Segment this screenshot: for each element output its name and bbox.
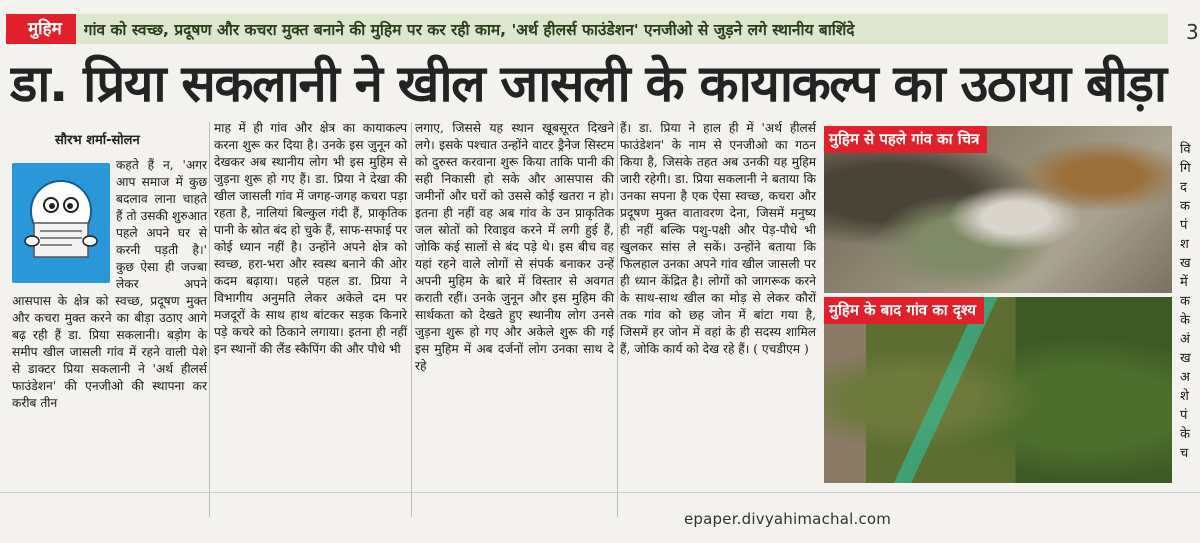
article-column-1 — [12, 157, 207, 412]
column-2-text: माह में ही गांव और क्षेत्र का कायाकल्प करना शुरू कर दिया है। उनके इस जुनून को देखकर अब स्थानीय लोग भी इस मुहिम से जुड़ना शुरू हो गए हैं। डा. प्रिया ने देखा की खील जासली गांव में जगह-जगह कचरा पड़ा रहता है, नालियां बिल्कुल गंदी हैं, प्राकृतिक पानी के स्रोत बंद हो चुके हैं, साफ-सफाई पर कोई ध्यान नहीं है। उन्होंने अपने क्षेत्र को स्वच्छ, हरा-भरा और स्वस्थ बनाने की ओर कदम बढ़ाया। पहले पहल डा. प्रिया ने विभागीय अनुमति लेकर अकेले दम पर मजदूरों के साथ हाथ बांटकर सड़क किनारे पड़े कचरे को ठिकाने लगाया। इतना ही नहीं इन स्थानों की लैंड स्कैपिंग की और पौधे भी — [214, 121, 407, 356]
before-photo — [824, 126, 1172, 293]
newspaper-reader-cartoon-icon — [12, 163, 110, 283]
byline: सौरभ शर्मा-सोलन — [55, 133, 140, 148]
after-photo-caption: मुहिम के बाद गांव का दृश्य — [824, 297, 984, 324]
kicker-text: गांव को स्वच्छ, प्रदूषण और कचरा मुक्त बनाने की मुहिम पर कर रही काम, 'अर्थ हीलर्स फाउंडेशन' एनजीओ से जुड़ने लगे स्थानीय बाशिंदे — [83, 21, 855, 39]
article-column-3 — [415, 120, 614, 375]
column-4-text: हैं। डा. प्रिया ने हाल ही में 'अर्थ हीलर्स फाउंडेशन' के नाम से एनजीओ का गठन किया है, जिसके तहत अब उनकी यह मुहिम जारी रहेगी। डा. प्रिया सकलानी ने बताया कि उनका सपना है एक ऐसा स्वच्छ, कचरा और प्रदूषण मुक्त वातावरण देना, जिसमें मनुष्य ही नहीं बल्कि पशु-पक्षी और पेड़-पौधे भी खुलकर सांस ले सकें। उन्होंने बताया कि फिलहाल उनका अपने गांव खील जासली पर ही ध्यान केंद्रित है। लोगों को जागरूक करने के साथ-साथ खील का मोड़ से लेकर कौरों तक गांव को छह जोन में बांटा गया है, जिसमें हर जोन में वहां के ही सदस्य शामिल हैं, जोकि कार्य को देख रहे हैं। ( एचडीएम ) — [620, 121, 816, 356]
bottom-divider — [0, 492, 1200, 493]
column-divider — [209, 122, 210, 517]
column-divider — [411, 122, 412, 517]
adjacent-article-fragment: वि गि द क पं श ख में क के अं ख अ शे पं के च — [1180, 142, 1191, 461]
article-column-2 — [214, 120, 407, 358]
column-divider — [617, 122, 618, 517]
footer-url: epaper.divyahimachal.com — [684, 510, 892, 528]
column-1-text: कहते हैं न, 'अगर आप समाज में कुछ बदलाव लाना चाहते हैं तो उसकी शुरुआत पहले अपने घर से करनी पड़ती है।' कुछ ऐसा ही जज्बा लेकर अपने आसपास के क्षेत्र को स्वच्छ, प्रदूषण मुक्त और कचरा मुक्त करने का बीड़ा उठाए आगे बढ़ रही हैं डा. प्रिया सकलानी। बड़ोग के समीप खील जासली गांव में रहने वाली पेशे से डाक्टर प्रिया सकलानी ने 'अर्थ हीलर्स फाउंडेशन' की एनजीओ की स्थापना कर करीब तीन — [12, 158, 207, 410]
kicker-bar — [6, 14, 1168, 44]
headline: डा. प्रिया सकलानी ने खील जासली के कायाकल्प का उठाया बीड़ा — [10, 55, 1166, 114]
before-photo-caption: मुहिम से पहले गांव का चित्र — [824, 126, 987, 153]
article-column-4 — [620, 120, 816, 358]
edge-page-fragment: 3 — [1186, 20, 1199, 44]
column-3-text: लगाए, जिससे यह स्थान खूबसूरत दिखने लगे। इसके पश्चात उन्होंने वाटर ड्रैनेज सिस्टम को दुरुस्त करवाना शुरू किया ताकि पानी की सही निकासी हो सके और आसपास की जमीनों और घरों को उससे कोई खतरा न हो। इतना ही नहीं वह अब गांव के उन प्राकृतिक जल स्रोतों को रिवाइव करने में लगी हुई हैं, जोकि कई सालों से बंद पड़े थे। इस बीच वह यहां रहने वाले लोगों से संपर्क बनाकर उन्हें अपनी मुहिम के बारे में विस्तार से अवगत कराती रहीं। उनके जुनून और इस मुहिम की सार्थकता को देखते हुए स्थानीय लोग उनसे जुड़ना शुरू हो गए और अकेले शुरू की गई इस मुहिम में अब दर्जनों लोग उनका साथ दे रहे — [415, 121, 614, 373]
kicker-tag: मुहिम — [6, 14, 76, 44]
after-photo — [824, 297, 1172, 483]
